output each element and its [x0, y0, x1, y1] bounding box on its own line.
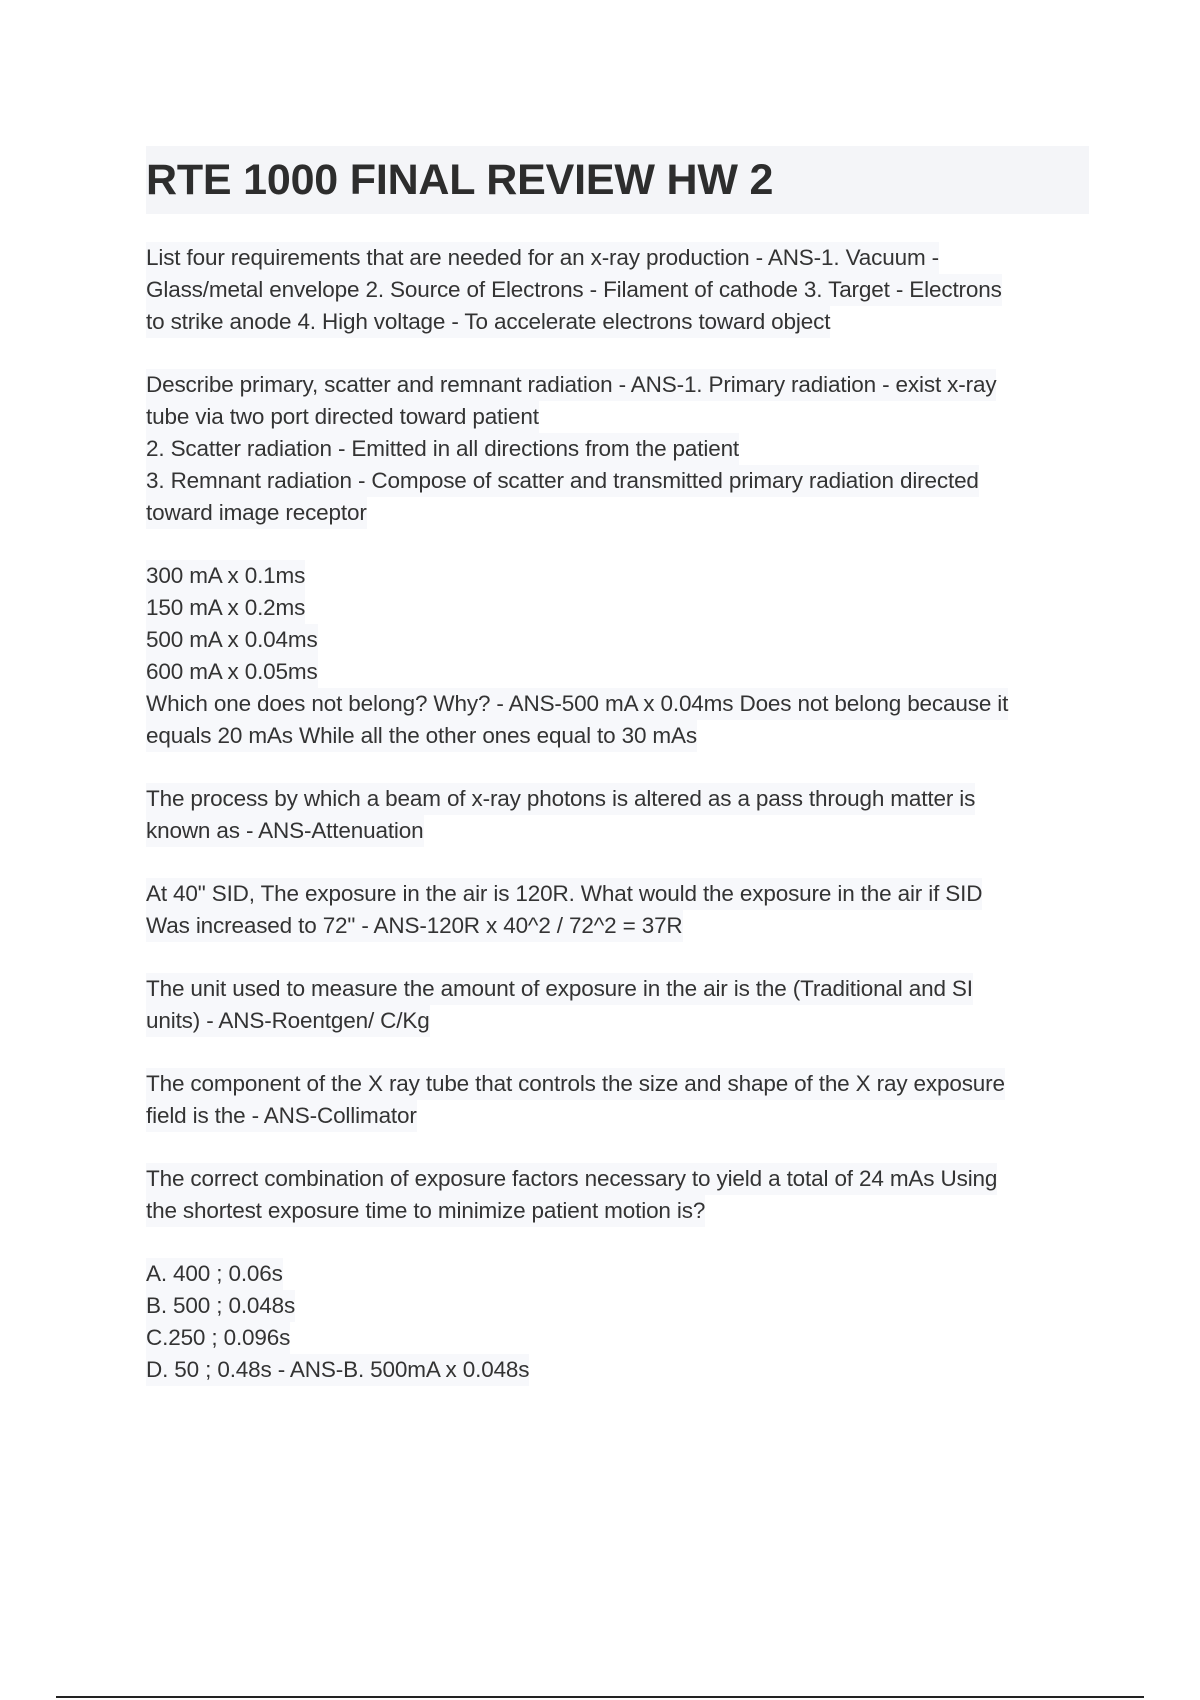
text-line: known as - ANS-Attenuation	[146, 815, 424, 847]
text-line-wrapper	[146, 560, 1096, 592]
document-title: RTE 1000 FINAL REVIEW HW 2	[146, 156, 774, 204]
text-line-wrapper	[146, 1290, 1096, 1322]
text-line-wrapper	[146, 465, 1096, 497]
text-line-wrapper	[146, 592, 1096, 624]
qa-block	[146, 242, 1096, 338]
text-line: The unit used to measure the amount of exposure in the air is the (Traditional and SI	[146, 973, 973, 1005]
text-line: tube via two port directed toward patient	[146, 401, 539, 433]
text-line: D. 50 ; 0.48s - ANS-B. 500mA x 0.048s	[146, 1354, 529, 1386]
text-line: 3. Remnant radiation - Compose of scatter and transmitted primary radiation directed	[146, 465, 979, 497]
text-line-wrapper	[146, 401, 1096, 433]
qa-block	[146, 369, 1096, 529]
text-line: The component of the X ray tube that controls the size and shape of the X ray exposure	[146, 1068, 1005, 1100]
text-line: 300 mA x 0.1ms	[146, 560, 305, 592]
text-line-wrapper	[146, 1354, 1096, 1386]
text-line: the shortest exposure time to minimize patient motion is?	[146, 1195, 705, 1227]
text-line-wrapper	[146, 497, 1096, 529]
qa-block	[146, 1068, 1096, 1132]
text-line: 2. Scatter radiation - Emitted in all directions from the patient	[146, 433, 739, 465]
text-line: A. 400 ; 0.06s	[146, 1258, 283, 1290]
text-line: equals 20 mAs While all the other ones equal to 30 mAs	[146, 720, 697, 752]
text-line-wrapper	[146, 1005, 1096, 1037]
text-line-wrapper	[146, 1258, 1096, 1290]
text-line: At 40" SID, The exposure in the air is 120R. What would the exposure in the air if SID	[146, 878, 982, 910]
text-line: List four requirements that are needed for an x-ray production - ANS-1. Vacuum -	[146, 242, 939, 274]
text-line: Glass/metal envelope 2. Source of Electrons - Filament of cathode 3. Target - Electrons	[146, 274, 1002, 306]
text-line-wrapper	[146, 274, 1096, 306]
qa-block	[146, 783, 1096, 847]
text-line: C.250 ; 0.096s	[146, 1322, 290, 1354]
qa-block	[146, 560, 1096, 752]
qa-block	[146, 1258, 1096, 1386]
text-line: field is the - ANS-Collimator	[146, 1100, 417, 1132]
text-line: to strike anode 4. High voltage - To accelerate electrons toward object	[146, 306, 830, 338]
text-line: The process by which a beam of x-ray photons is altered as a pass through matter is	[146, 783, 975, 815]
title-bar	[146, 146, 1089, 214]
text-line: Was increased to 72" - ANS-120R x 40^2 / 72^2 = 37R	[146, 910, 683, 942]
text-line-wrapper	[146, 306, 1096, 338]
text-line-wrapper	[146, 688, 1096, 720]
text-line: 600 mA x 0.05ms	[146, 656, 318, 688]
text-line: 150 mA x 0.2ms	[146, 592, 305, 624]
text-line-wrapper	[146, 783, 1096, 815]
text-line-wrapper	[146, 1163, 1096, 1195]
footer-divider	[56, 1696, 1144, 1698]
text-line: The correct combination of exposure factors necessary to yield a total of 24 mAs Using	[146, 1163, 997, 1195]
text-line-wrapper	[146, 878, 1096, 910]
text-line-wrapper	[146, 1195, 1096, 1227]
text-line-wrapper	[146, 433, 1096, 465]
qa-block	[146, 973, 1096, 1037]
text-line-wrapper	[146, 1100, 1096, 1132]
text-line: Which one does not belong? Why? - ANS-500 mA x 0.04ms Does not belong because it	[146, 688, 1008, 720]
text-line: Describe primary, scatter and remnant radiation - ANS-1. Primary radiation - exist x-ray	[146, 369, 996, 401]
text-line-wrapper	[146, 1322, 1096, 1354]
text-line-wrapper	[146, 624, 1096, 656]
text-line: B. 500 ; 0.048s	[146, 1290, 295, 1322]
text-line-wrapper	[146, 1068, 1096, 1100]
text-line: units) - ANS-Roentgen/ C/Kg	[146, 1005, 430, 1037]
text-line-wrapper	[146, 910, 1096, 942]
text-line-wrapper	[146, 815, 1096, 847]
text-line-wrapper	[146, 720, 1096, 752]
text-line-wrapper	[146, 369, 1096, 401]
text-line: 500 mA x 0.04ms	[146, 624, 318, 656]
text-line-wrapper	[146, 242, 1096, 274]
text-line-wrapper	[146, 656, 1096, 688]
text-line-wrapper	[146, 973, 1096, 1005]
qa-block	[146, 878, 1096, 942]
text-line: toward image receptor	[146, 497, 367, 529]
document-body	[146, 242, 1096, 1417]
qa-block	[146, 1163, 1096, 1227]
